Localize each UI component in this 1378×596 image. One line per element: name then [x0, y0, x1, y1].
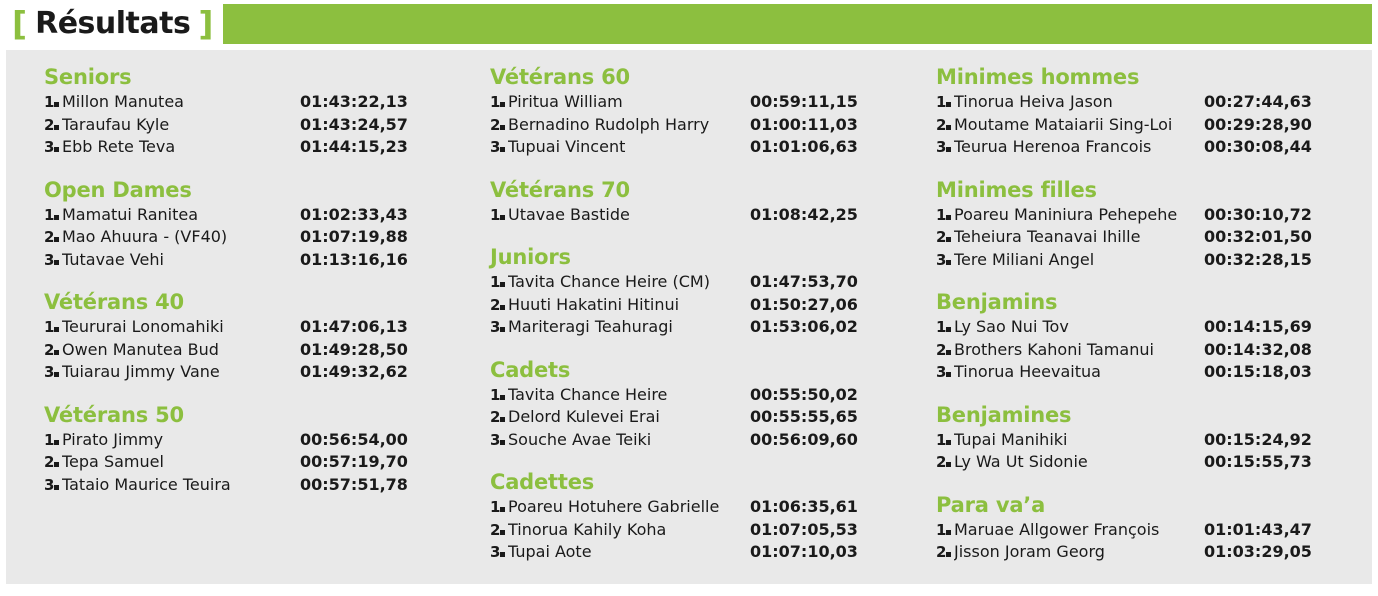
rank-marker-icon: [500, 530, 505, 535]
athlete-name: Delord Kulevei Erai: [508, 407, 660, 426]
finish-time: 01:02:33,43: [300, 204, 408, 224]
rank: 1: [490, 385, 501, 404]
table-row: [490, 91, 908, 114]
rank-marker-icon: [500, 552, 505, 557]
rank-marker-icon: [946, 102, 951, 107]
table-row: [490, 114, 908, 137]
rank: 1: [936, 318, 947, 336]
rank: 2: [936, 115, 947, 134]
table-row: [490, 406, 908, 429]
athlete-name: Tepa Samuel: [62, 452, 164, 471]
athlete-name: Bernadino Rudolph Harry: [508, 114, 710, 134]
athlete-name: Ly Wa Ut Sidonie: [954, 452, 1088, 471]
athlete-name: Mamatui Ranitea: [62, 204, 199, 224]
athlete-name: Souche Avae Teiki: [508, 429, 652, 449]
finish-time: 00:59:11,15: [750, 92, 858, 111]
table-row: [490, 316, 908, 339]
rank-marker-icon: [54, 372, 59, 377]
table-row: [936, 249, 1354, 272]
rank: 1: [936, 520, 947, 539]
rank: 3: [936, 138, 947, 156]
rank: 3: [490, 318, 501, 336]
category-title: Cadets: [490, 357, 571, 382]
rank-marker-icon: [54, 125, 59, 130]
rank-marker-icon: [500, 215, 505, 220]
athlete-name: Huuti Hakatini Hitinui: [508, 294, 680, 314]
finish-time: 01:08:42,25: [750, 204, 858, 224]
category-title: Minimes hommes: [936, 65, 1140, 89]
finish-time: 00:32:28,15: [1204, 249, 1312, 269]
category-cadets: [490, 357, 908, 452]
table-row: [44, 451, 462, 474]
finish-time: 00:29:28,90: [1204, 114, 1312, 134]
category-title: Benjamins: [936, 290, 1058, 314]
finish-time: 01:44:15,23: [300, 137, 408, 156]
rank: 1: [44, 93, 55, 111]
category-title: Cadettes: [490, 470, 595, 494]
rank-marker-icon: [500, 395, 505, 400]
rank: 2: [936, 543, 947, 561]
category-title: Vétérans 60: [490, 65, 630, 89]
table-row: [44, 114, 462, 137]
rank: 2: [936, 340, 947, 359]
rank-marker-icon: [500, 147, 505, 152]
athlete-name: Piritua William: [508, 92, 623, 111]
athlete-name: Brothers Kahoni Tamanui: [954, 339, 1154, 359]
rank-marker-icon: [54, 147, 59, 152]
rank: 3: [44, 475, 55, 494]
table-row: [936, 429, 1354, 452]
rank: 3: [936, 363, 947, 381]
category-veterans-60: [490, 64, 908, 159]
rank-marker-icon: [54, 260, 59, 265]
category-veterans-40: [44, 289, 462, 384]
table-row: [490, 496, 908, 519]
rank-marker-icon: [946, 237, 951, 242]
finish-time: 00:15:55,73: [1204, 452, 1312, 471]
athlete-name: Mao Ahuura - (VF40): [62, 227, 228, 246]
category-benjamins: [936, 289, 1354, 384]
category-title: Para va’a: [936, 492, 1046, 517]
table-row: [936, 204, 1354, 227]
table-row: [936, 339, 1354, 362]
finish-time: 00:14:32,08: [1204, 339, 1312, 359]
table-row: [44, 226, 462, 249]
category-para-vaa: [936, 492, 1354, 564]
athlete-name: Moutame Mataiarii Sing-Loi: [954, 114, 1173, 134]
rank: 2: [490, 408, 501, 426]
rank: 2: [936, 453, 947, 471]
rank-marker-icon: [946, 530, 951, 535]
table-row: [490, 204, 908, 227]
rank-marker-icon: [946, 552, 951, 557]
table-row: [490, 271, 908, 294]
rank: 1: [490, 205, 501, 224]
athlete-name: Pirato Jimmy: [62, 429, 164, 449]
category-veterans-70: [490, 177, 908, 227]
category-veterans-50: [44, 402, 462, 497]
rank-marker-icon: [946, 372, 951, 377]
finish-time: 00:57:51,78: [300, 474, 408, 494]
athlete-name: Teheiura Teanavai Ihille: [954, 227, 1141, 246]
rank: 3: [490, 543, 501, 561]
athlete-name: Taraufau Kyle: [62, 114, 170, 134]
rank: 2: [490, 520, 501, 539]
rank-marker-icon: [54, 327, 59, 332]
athlete-name: Jisson Joram Georg: [954, 542, 1105, 561]
athlete-name: Tere Miliani Angel: [954, 249, 1095, 269]
finish-time: 01:01:43,47: [1204, 519, 1312, 539]
table-row: [490, 541, 908, 564]
finish-time: 01:49:28,50: [300, 339, 408, 359]
table-row: [44, 91, 462, 114]
finish-time: 01:07:10,03: [750, 542, 858, 561]
finish-time: 00:32:01,50: [1204, 227, 1312, 246]
results-panel: [6, 50, 1372, 584]
rank-marker-icon: [500, 417, 505, 422]
table-row: [44, 429, 462, 452]
rank: 2: [936, 228, 947, 246]
table-row: [936, 361, 1354, 384]
athlete-name: Ebb Rete Teva: [62, 137, 176, 156]
category-benjamines: [936, 402, 1354, 474]
table-row: [44, 136, 462, 159]
rank: 1: [44, 430, 55, 449]
finish-time: 01:13:16,16: [300, 249, 408, 269]
page-header: [6, 4, 1372, 44]
rank: 3: [44, 363, 55, 381]
rank: 2: [44, 453, 55, 471]
finish-time: 01:47:06,13: [300, 317, 408, 336]
rank: 3: [44, 250, 55, 269]
finish-time: 01:53:06,02: [750, 317, 858, 336]
finish-time: 00:55:55,65: [750, 407, 858, 426]
rank-marker-icon: [54, 485, 59, 490]
rank-marker-icon: [54, 102, 59, 107]
table-row: [44, 204, 462, 227]
athlete-name: Tupuai Vincent: [508, 137, 626, 156]
finish-time: 01:07:05,53: [750, 519, 858, 539]
athlete-name: Tinorua Heiva Jason: [954, 92, 1113, 111]
results-column-3: [908, 64, 1354, 582]
athlete-name: Tavita Chance Heire: [508, 384, 668, 404]
finish-time: 00:30:10,72: [1204, 204, 1312, 224]
category-title: Juniors: [490, 245, 571, 269]
finish-time: 00:56:54,00: [300, 429, 408, 449]
table-row: [44, 474, 462, 497]
rank: 3: [936, 250, 947, 269]
bracket-right: ]: [198, 4, 214, 43]
category-juniors: [490, 244, 908, 339]
athlete-name: Tuiarau Jimmy Vane: [62, 362, 220, 381]
finish-time: 01:43:22,13: [300, 92, 408, 111]
finish-time: 01:50:27,06: [750, 294, 858, 314]
table-row: [936, 451, 1354, 474]
rank: 1: [490, 93, 501, 111]
finish-time: 01:06:35,61: [750, 497, 858, 516]
finish-time: 01:01:06,63: [750, 137, 858, 156]
rank-marker-icon: [946, 125, 951, 130]
page-title: Résultats: [35, 6, 191, 41]
athlete-name: Owen Manutea Bud: [62, 339, 219, 359]
rank-marker-icon: [946, 327, 951, 332]
category-title: Open Dames: [44, 177, 192, 202]
rank-marker-icon: [500, 305, 505, 310]
table-row: [44, 361, 462, 384]
table-row: [936, 541, 1354, 564]
athlete-name: Tupai Manihiki: [954, 429, 1068, 449]
category-minimes-filles: [936, 177, 1354, 272]
athlete-name: Poareu Maniniura Pehepehe: [954, 204, 1178, 224]
finish-time: 00:15:18,03: [1204, 362, 1312, 381]
finish-time: 01:00:11,03: [750, 114, 858, 134]
rank: 1: [490, 273, 501, 291]
rank-marker-icon: [946, 462, 951, 467]
table-row: [490, 384, 908, 407]
table-row: [490, 294, 908, 317]
finish-time: 00:15:24,92: [1204, 429, 1312, 449]
rank: 2: [44, 228, 55, 246]
athlete-name: Tavita Chance Heire (CM): [508, 272, 710, 291]
category-open-dames: [44, 177, 462, 272]
rank-marker-icon: [54, 215, 59, 220]
rank-marker-icon: [946, 350, 951, 355]
category-minimes-hommes: [936, 64, 1354, 159]
athlete-name: Mariteragi Teahuragi: [508, 317, 673, 336]
table-row: [936, 226, 1354, 249]
rank: 1: [936, 93, 947, 111]
table-row: [936, 136, 1354, 159]
finish-time: 01:47:53,70: [750, 272, 858, 291]
rank: 1: [44, 318, 55, 336]
rank-marker-icon: [500, 282, 505, 287]
category-seniors: [44, 64, 462, 159]
table-row: [936, 91, 1354, 114]
finish-time: 00:30:08,44: [1204, 137, 1312, 156]
athlete-name: Tupai Aote: [508, 542, 592, 561]
athlete-name: Poareu Hotuhere Gabrielle: [508, 497, 720, 516]
finish-time: 01:49:32,62: [300, 362, 408, 381]
finish-time: 00:27:44,63: [1204, 92, 1312, 111]
rank-marker-icon: [54, 237, 59, 242]
rank: 3: [44, 138, 55, 156]
rank: 2: [44, 340, 55, 359]
results-column-2: [462, 64, 908, 582]
rank: 2: [490, 115, 501, 134]
category-cadettes: [490, 469, 908, 564]
category-title: Vétérans 40: [44, 290, 184, 314]
finish-time: 00:56:09,60: [750, 429, 858, 449]
page-title-block: [6, 4, 223, 44]
category-title: Minimes filles: [936, 177, 1097, 202]
athlete-name: Teururai Lonomahiki: [62, 317, 224, 336]
rank-marker-icon: [946, 440, 951, 445]
table-row: [490, 136, 908, 159]
results-column-1: [16, 64, 462, 514]
finish-time: 00:57:19,70: [300, 452, 408, 471]
results-page: [0, 4, 1378, 596]
table-row: [490, 429, 908, 452]
athlete-name: Maruae Allgower François: [954, 519, 1160, 539]
athlete-name: Teurua Herenoa Francois: [954, 137, 1152, 156]
table-row: [490, 519, 908, 542]
rank-marker-icon: [500, 125, 505, 130]
table-row: [936, 519, 1354, 542]
table-row: [44, 316, 462, 339]
category-title: Benjamines: [936, 402, 1072, 427]
bracket-left: [: [12, 4, 28, 43]
table-row: [44, 249, 462, 272]
rank-marker-icon: [946, 215, 951, 220]
table-row: [936, 316, 1354, 339]
rank-marker-icon: [500, 327, 505, 332]
athlete-name: Tinorua Heevaitua: [954, 362, 1101, 381]
athlete-name: Tataio Maurice Teuira: [62, 474, 231, 494]
rank: 1: [936, 430, 947, 449]
finish-time: 01:07:19,88: [300, 227, 408, 246]
category-title: Vétérans 50: [44, 402, 184, 427]
finish-time: 01:43:24,57: [300, 114, 408, 134]
athlete-name: Utavae Bastide: [508, 204, 630, 224]
rank-marker-icon: [500, 507, 505, 512]
rank-marker-icon: [54, 350, 59, 355]
athlete-name: Millon Manutea: [62, 92, 184, 111]
rank: 3: [490, 430, 501, 449]
rank: 2: [44, 115, 55, 134]
finish-time: 00:14:15,69: [1204, 317, 1312, 336]
athlete-name: Ly Sao Nui Tov: [954, 317, 1069, 336]
category-title: Vétérans 70: [490, 177, 630, 202]
rank-marker-icon: [946, 260, 951, 265]
category-title: Seniors: [44, 65, 132, 89]
table-row: [936, 114, 1354, 137]
table-row: [44, 339, 462, 362]
rank-marker-icon: [54, 440, 59, 445]
rank: 2: [490, 295, 501, 314]
finish-time: 01:03:29,05: [1204, 542, 1312, 561]
rank: 1: [44, 205, 55, 224]
finish-time: 00:55:50,02: [750, 384, 858, 404]
athlete-name: Tinorua Kahily Koha: [508, 519, 667, 539]
rank-marker-icon: [54, 462, 59, 467]
rank-marker-icon: [500, 102, 505, 107]
athlete-name: Tutavae Vehi: [62, 249, 164, 269]
rank-marker-icon: [500, 440, 505, 445]
rank-marker-icon: [946, 147, 951, 152]
rank: 3: [490, 138, 501, 156]
rank: 1: [936, 205, 947, 224]
rank: 1: [490, 498, 501, 516]
